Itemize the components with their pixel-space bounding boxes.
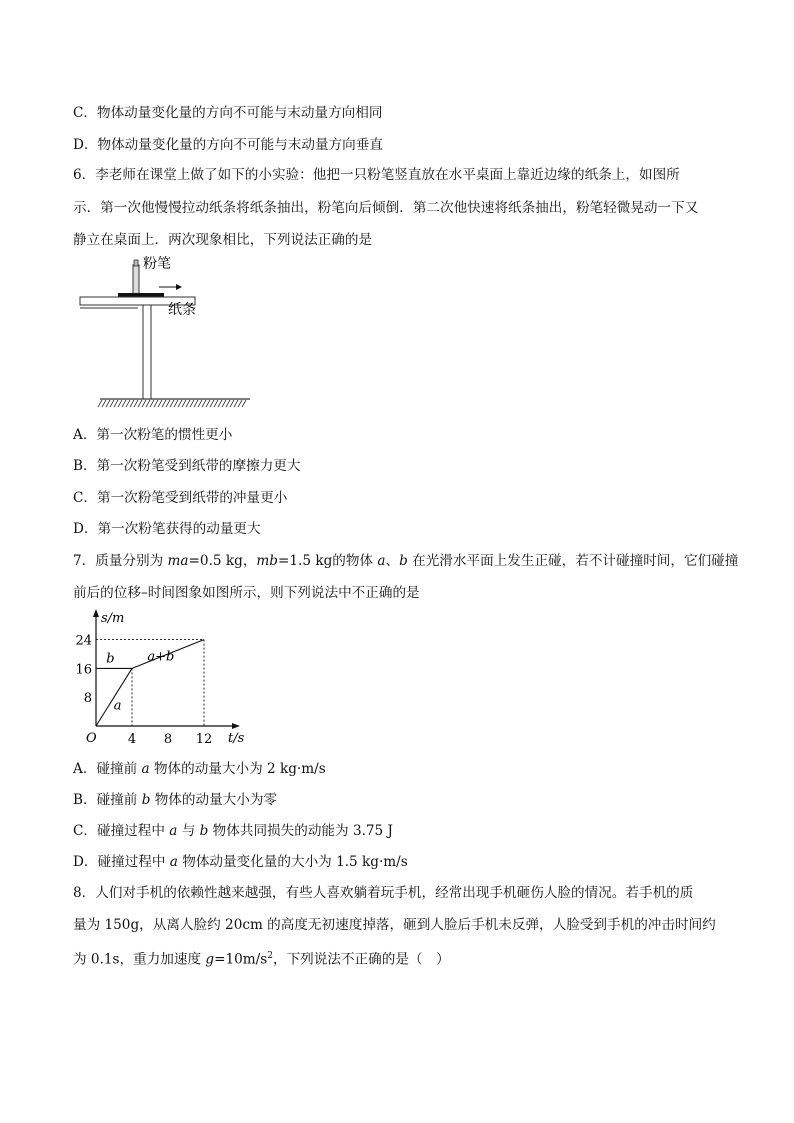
chalk-experiment-figure bbox=[70, 250, 370, 415]
y-tick-label: 16 bbox=[75, 662, 92, 678]
st-graph bbox=[72, 608, 257, 748]
series-label-b: b bbox=[106, 651, 115, 667]
q5-option-c: C．物体动量变化量的方向不可能与末动量方向相同 bbox=[73, 105, 383, 121]
series-label-a: a bbox=[113, 698, 122, 714]
x-tick-label: 8 bbox=[163, 732, 173, 747]
table-leg bbox=[143, 305, 151, 399]
q7-option-b: B．碰撞前 b 物体的动量大小为零 bbox=[73, 792, 278, 808]
q7-stem-line-2: 前后的位移–时间图象如图所示，则下列说法中不正确的是 bbox=[73, 585, 420, 601]
q8-stem-line-3: 为 0.1s，重力加速度 $g=10m/s^2$，下列说法不正确的是（ ） bbox=[73, 951, 450, 968]
q6-option-d: D．第一次粉笔获得的动量更大 bbox=[73, 521, 261, 537]
q7-option-a: A．碰撞前 a 物体的动量大小为 2 kg·m/s bbox=[73, 761, 326, 777]
q8-stem-line-1: 8．人们对手机的依赖性越来越强，有些人喜欢躺着玩手机，经常出现手机砸伤人脸的情况。若手机的质 bbox=[73, 885, 694, 901]
q6-stem-line-1: 6．李老师在课堂上做了如下的小实验：他把一只粉笔竖直放在水平桌面上靠近边缘的纸条上，如图所 bbox=[73, 167, 680, 183]
q7-stem-line-1: 7．质量分别为 ma=0.5 kg，mb=1.5 kg的物体 a、b 在光滑水平面上发生正碰，若不计碰撞时间，它们碰撞 bbox=[73, 553, 739, 569]
x-tick-label: 4 bbox=[127, 732, 137, 747]
q6-stem-line-2: 示．第一次他慢慢拉动纸条将纸条抽出，粉笔向后倾倒．第二次他快速将纸条抽出，粉笔轻微晃动一下又 bbox=[73, 200, 699, 216]
label-paper: 纸条 bbox=[168, 302, 196, 318]
origin-label: O bbox=[86, 731, 97, 746]
y-tick-label: 24 bbox=[75, 633, 92, 649]
q5-option-d: D．物体动量变化量的方向不可能与末动量方向垂直 bbox=[73, 137, 383, 153]
x-tick-label: 12 bbox=[195, 732, 213, 747]
x-axis-label: t/s bbox=[228, 731, 245, 746]
q7-option-d: D．碰撞过程中 a 物体动量变化量的大小为 1.5 kg·m/s bbox=[73, 854, 408, 870]
q6-stem-line-3: 静立在桌面上．两次现象相比，下列说法正确的是 bbox=[73, 232, 373, 248]
y-axis-label: s/m bbox=[101, 611, 125, 626]
chalk-icon bbox=[133, 265, 139, 295]
label-chalk: 粉笔 bbox=[143, 256, 171, 272]
q6-option-c: C．第一次粉笔受到纸带的冲量更小 bbox=[73, 490, 288, 506]
q6-option-a: A．第一次粉笔的惯性更小 bbox=[73, 427, 233, 443]
series-line-a bbox=[96, 668, 132, 726]
q6-option-b: B．第一次粉笔受到纸带的摩擦力更大 bbox=[73, 458, 301, 474]
q7-option-c: C．碰撞过程中 a 与 b 物体共同损失的动能为 3.75 J bbox=[73, 823, 393, 839]
q8-stem-line-2: 量为 150g，从离人脸约 20cm 的高度无初速度掉落，砸到人脸后手机未反弹，人脸受到手机的冲击时间约 bbox=[73, 917, 716, 933]
y-tick-label: 8 bbox=[83, 691, 92, 707]
series-label-a-plus-b: a+b bbox=[147, 649, 175, 665]
paper-strip bbox=[118, 293, 164, 297]
